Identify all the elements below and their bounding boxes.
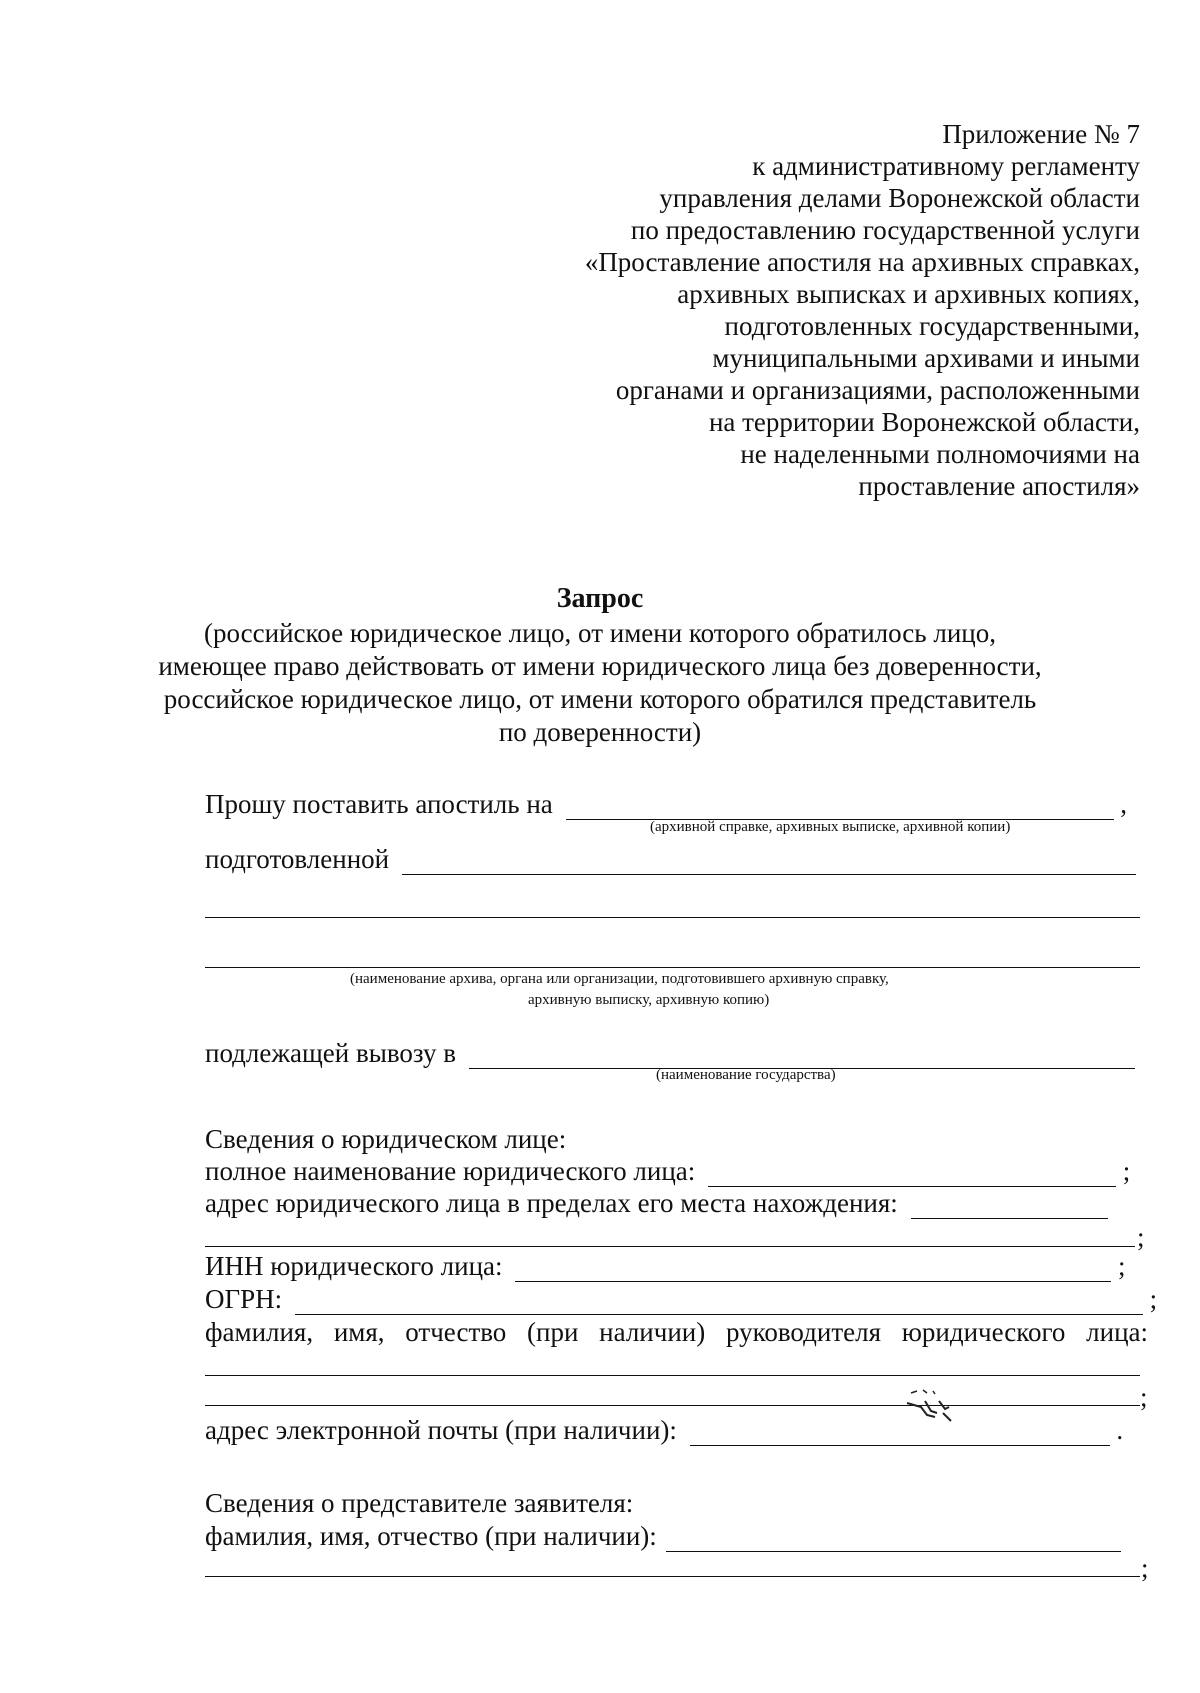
appendix-line: на территории Воронежской области, bbox=[708, 407, 1140, 437]
head-name-field-line-1[interactable] bbox=[205, 1375, 1140, 1376]
semicolon: ; bbox=[1149, 1284, 1158, 1314]
prepared-by-field-line-3[interactable] bbox=[205, 967, 1140, 968]
address-field-line-2[interactable] bbox=[205, 1246, 1135, 1247]
appendix-line: по предоставлению государственной услуги bbox=[630, 215, 1140, 245]
subtitle-line: российское юридическое лицо, от имени которого обратился представитель bbox=[163, 684, 1037, 714]
ogrn-row bbox=[205, 1283, 1158, 1315]
export-row bbox=[205, 1037, 1140, 1069]
head-name-field-line-2[interactable] bbox=[205, 1405, 1140, 1406]
subtitle-line: (российское юридическое лицо, от имени которого обратилось лицо, bbox=[204, 618, 996, 648]
appendix-line: подготовленных государственными, bbox=[724, 311, 1140, 341]
archive-caption: архивную выписку, архивную копию) bbox=[528, 992, 770, 1008]
pen-mark-icon bbox=[905, 1387, 965, 1429]
appendix-line: органами и организациями, расположенными bbox=[615, 375, 1140, 405]
comma: , bbox=[1120, 789, 1128, 819]
email-row bbox=[205, 1414, 1140, 1446]
rep-name-label: фамилия, имя, отчество (при наличии): bbox=[205, 1521, 657, 1551]
semicolon: ; bbox=[1140, 1382, 1148, 1412]
request-title: Запрос bbox=[556, 583, 644, 614]
inn-row bbox=[205, 1250, 1140, 1282]
apostille-caption: (архивной справке, архивных выписке, архивной копии) bbox=[650, 819, 1011, 835]
semicolon: ; bbox=[1122, 1156, 1131, 1186]
full-name-row bbox=[205, 1155, 1140, 1187]
apostille-document-field[interactable] bbox=[566, 795, 1114, 820]
rep-name-row bbox=[205, 1520, 1140, 1552]
rep-name-field-line-2[interactable] bbox=[205, 1576, 1140, 1577]
semicolon: ; bbox=[1118, 1251, 1126, 1281]
address-label: адрес юридического лица в пределах его места нахождения: bbox=[205, 1188, 898, 1218]
appendix-line: не наделенными полномочиями на bbox=[740, 439, 1140, 469]
prepared-by-field[interactable] bbox=[402, 850, 1136, 875]
legal-entity-heading: Сведения о юридическом лице: bbox=[205, 1124, 567, 1154]
subtitle-line: имеющее право действовать от имени юридического лица без доверенности, bbox=[158, 651, 1042, 681]
ogrn-field[interactable] bbox=[295, 1290, 1143, 1315]
prepared-label: подготовленной bbox=[205, 844, 390, 874]
apostille-row bbox=[205, 788, 1140, 820]
appendix-line: муниципальными архивами и иными bbox=[712, 343, 1140, 373]
apostille-label: Прошу поставить апостиль на bbox=[205, 789, 553, 819]
rep-name-field[interactable] bbox=[666, 1527, 1121, 1552]
representative-heading: Сведения о представителе заявителя: bbox=[205, 1488, 634, 1518]
semicolon: ; bbox=[1137, 1222, 1145, 1252]
email-label: адрес электронной почты (при наличии): bbox=[205, 1415, 677, 1445]
email-field[interactable] bbox=[690, 1421, 1110, 1446]
export-caption: (наименование государства) bbox=[656, 1067, 836, 1083]
appendix-line: проставление апостиля» bbox=[858, 471, 1140, 501]
appendix-line: архивных выписках и архивных копиях, bbox=[677, 279, 1140, 309]
address-field[interactable] bbox=[911, 1194, 1108, 1219]
prepared-by-field-line-2[interactable] bbox=[205, 917, 1140, 918]
head-name-label: фамилия, имя, отчество (при наличии) руководителя юридического лица: bbox=[205, 1317, 1148, 1347]
ogrn-label: ОГРН: bbox=[205, 1284, 283, 1314]
appendix-line: Приложение № 7 bbox=[942, 119, 1140, 149]
full-name-field[interactable] bbox=[708, 1162, 1116, 1187]
prepared-row bbox=[205, 843, 1140, 875]
appendix-line: «Проставление апостиля на архивных справках, bbox=[584, 247, 1140, 277]
address-row bbox=[205, 1187, 1140, 1219]
appendix-line: к административному регламенту bbox=[752, 151, 1140, 181]
full-name-label: полное наименование юридического лица: bbox=[205, 1156, 696, 1186]
subtitle-line: по доверенности) bbox=[498, 717, 702, 747]
period: . bbox=[1116, 1415, 1124, 1445]
appendix-header bbox=[440, 118, 1140, 502]
inn-field[interactable] bbox=[515, 1257, 1111, 1282]
export-label: подлежащей вывозу в bbox=[205, 1038, 457, 1068]
appendix-line: управления делами Воронежской области bbox=[659, 183, 1140, 213]
inn-label: ИНН юридического лица: bbox=[205, 1251, 503, 1281]
archive-caption: (наименование архива, органа или организации, подготовившего архивную справку, bbox=[350, 971, 889, 987]
semicolon: ; bbox=[1141, 1553, 1149, 1583]
request-title-block bbox=[150, 582, 1050, 749]
